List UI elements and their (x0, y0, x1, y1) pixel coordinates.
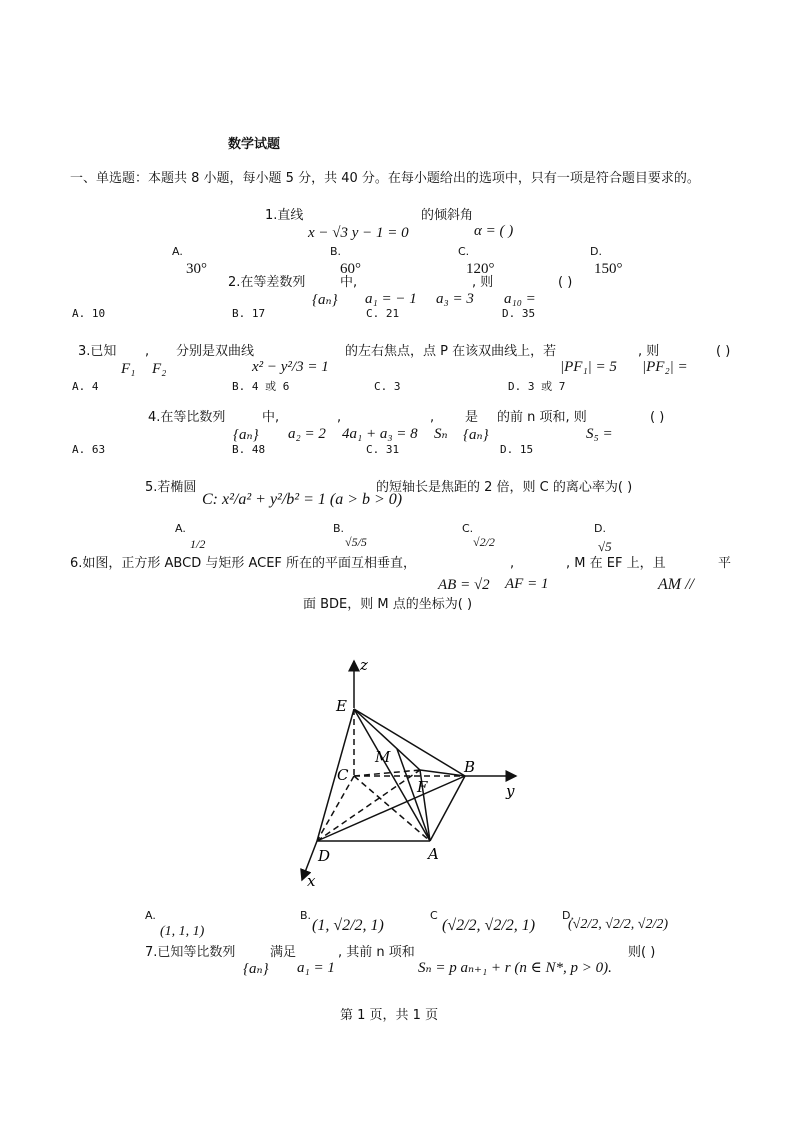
q7-sn: Sₙ = p aₙ₊₁ + r (n ∈ N*, p > 0). (418, 960, 612, 976)
q7-a1: a₁ = 1 (297, 960, 335, 976)
q6-stem: 6.如图，正方形 ABCD 与矩形 ACEF 所在的平面互相垂直， (70, 556, 417, 571)
q4-option-c: C. 31 (366, 443, 400, 456)
q1-stem: 1.直线 (265, 208, 304, 223)
edge-cf (354, 770, 420, 776)
q5-value-c: √2/2 (473, 535, 495, 549)
q7-sequence: {aₙ} (243, 961, 269, 977)
q6-figure (290, 655, 530, 890)
q4-condition: 4a₁ + a₃ = 8 (342, 426, 418, 442)
q4-is: 是 (465, 410, 479, 425)
q2-a3: a₃ = 3 (436, 291, 474, 307)
q4-option-b: B. 48 (232, 443, 266, 456)
edge-db (317, 776, 465, 841)
q2-option-c: C. 21 (366, 307, 400, 320)
q4-comma-2: , (430, 410, 435, 425)
q7-then: 则( ) (628, 945, 656, 960)
q3-stem-c: 的左右焦点，点 P 在该双曲线上，若 (345, 344, 557, 359)
q2-sequence: {aₙ} (312, 292, 338, 308)
q7-satisfy: 满足 (270, 945, 297, 960)
q3-f1: F₁ (121, 361, 136, 377)
q1-value-a: 30° (186, 261, 207, 277)
edge-ab (430, 776, 465, 841)
q6-option-d: D. (562, 909, 574, 922)
label-a: A (428, 845, 439, 863)
q2-mid: 中, (340, 275, 358, 290)
q5-value-a: 1/2 (190, 537, 206, 551)
q1-value-d: 150° (594, 261, 623, 277)
q5-option-b: B. (333, 522, 345, 535)
q5-option-a: A. (175, 522, 186, 535)
q4-option-a: A. 63 (72, 443, 106, 456)
q5-option-c: C. (462, 522, 474, 535)
q6-ping: 平 (718, 556, 732, 571)
q2-a10: a₁₀ = (504, 291, 536, 307)
q2-option-a: A. 10 (72, 307, 106, 320)
q1-equation: x − √3 y − 1 = 0 (308, 225, 409, 241)
page-title: 数学试题 (228, 137, 281, 152)
q2-a1: a₁ = − 1 (365, 291, 417, 307)
q4-s5: S₅ = (586, 426, 613, 442)
section-heading: 一、单选题：本题共 8 小题，每小题 5 分，共 40 分。在每小题给出的选项中，只有一项是符合题目要求的。 (70, 171, 700, 186)
q6-option-b: B. (300, 909, 312, 922)
page-footer: 第 1 页，共 1 页 (340, 1008, 439, 1023)
q6-af: AF = 1 (505, 576, 549, 592)
q3-option-d: D. 3 或 7 (508, 380, 566, 393)
q1-value-c: 120° (466, 261, 495, 277)
q3-stem-b: 分别是双曲线 (176, 344, 255, 359)
label-b: B (464, 758, 476, 776)
q1-option-a: A. (172, 245, 183, 258)
edge-fb (420, 770, 465, 776)
q2-option-b: B. 17 (232, 307, 266, 320)
q4-comma-1: , (337, 410, 342, 425)
q1-alpha: α = ( ) (474, 223, 514, 239)
edge-df (317, 770, 420, 841)
q6-comma: , (510, 556, 515, 571)
q1-value-b: 60° (340, 261, 361, 277)
q6-ab: AB = √2 (438, 577, 490, 593)
q3-pf2: |PF₂| = (642, 359, 688, 375)
edge-eb (354, 709, 465, 776)
q5-value-b: √5/5 (345, 535, 367, 549)
q2-paren: ( ) (558, 275, 573, 290)
q1-option-c: C. (458, 245, 470, 258)
label-e: E (336, 697, 347, 715)
label-z: z (360, 656, 368, 674)
q4-mid: 中, (262, 410, 280, 425)
q4-paren: ( ) (650, 410, 665, 425)
q6-value-a: (1, 1, 1) (160, 924, 205, 939)
label-f: F (417, 778, 428, 796)
q5-stem: 5.若椭圆 (145, 480, 197, 495)
q2-then: , 则 (472, 275, 494, 290)
q4-front: 的前 n 项和, 则 (497, 410, 587, 425)
q4-sequence-2: {aₙ} (463, 427, 489, 443)
q5-ellipse: C: x²/a² + y²/b² = 1 (a > b > 0) (202, 491, 403, 508)
q4-a2: a₂ = 2 (288, 426, 326, 442)
q6-value-b: (1, √2/2, 1) (312, 917, 384, 934)
q6-value-c: (√2/2, √2/2, 1) (442, 917, 536, 934)
q4-sn: Sₙ (434, 426, 448, 442)
q3-f2: F₂ (152, 361, 167, 377)
q6-option-c: C (430, 909, 438, 922)
label-d: D (318, 847, 331, 865)
q3-stem-a: 3.已知 (78, 344, 117, 359)
q2-stem: 2.在等差数列 (228, 275, 306, 290)
q5-value-d: √5 (598, 539, 612, 554)
label-m: M (375, 748, 391, 766)
q4-option-d: D. 15 (500, 443, 534, 456)
q1-option-b: B. (330, 245, 342, 258)
q3-comma: , (145, 344, 150, 359)
q3-then: , 则 (638, 344, 660, 359)
q6-value-d: (√2/2, √2/2, √2/2) (568, 917, 669, 932)
q3-hyperbola: x² − y²/3 = 1 (252, 359, 329, 375)
label-c: C (337, 766, 349, 784)
q4-stem: 4.在等比数列 (148, 410, 226, 425)
q3-option-c: C. 3 (374, 380, 401, 393)
q3-option-a: A. 4 (72, 380, 99, 393)
q3-option-b: B. 4 或 6 (232, 380, 290, 393)
q6-m-on: , M 在 EF 上，且 (566, 556, 666, 571)
label-y: y (506, 782, 515, 800)
q4-sequence: {aₙ} (233, 427, 259, 443)
q6-option-a: A. (145, 909, 156, 922)
q7-stem: 7.已知等比数列 (145, 945, 236, 960)
q6-line-2: 面 BDE，则 M 点的坐标为( ) (303, 597, 473, 612)
q5-tail: 的短轴长是焦距的 2 倍，则 C 的离心率为( ) (376, 480, 633, 495)
q3-pf1: |PF₁| = 5 (560, 359, 617, 375)
q3-paren: ( ) (716, 344, 731, 359)
q5-option-d: D. (594, 522, 606, 535)
q1-option-d: D. (590, 245, 602, 258)
q1-tail: 的倾斜角 (421, 208, 474, 223)
q2-option-d: D. 35 (502, 307, 536, 320)
q6-am-parallel: AM // (658, 576, 694, 593)
q7-mid: , 其前 n 项和 (338, 945, 415, 960)
edge-cd (317, 776, 354, 841)
label-x: x (307, 872, 316, 890)
